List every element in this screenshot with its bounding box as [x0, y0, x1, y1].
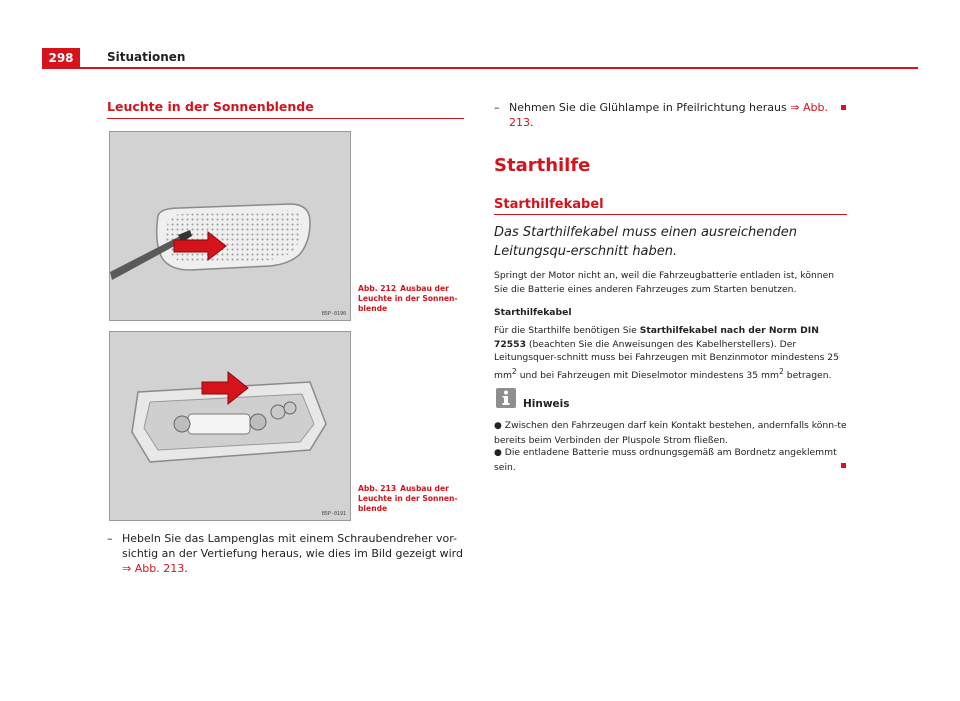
superscript: 2 [778, 366, 784, 376]
step-text: Hebeln Sie das Lampenglas mit einem Schraubendreher vor-sichtig an der Vertiefung heraus, wie dies im Bild gezeigt wird [122, 532, 463, 560]
step-end: . [184, 562, 188, 575]
figure-213-sunvisor-light [109, 331, 351, 521]
step-dash: – [494, 101, 500, 114]
step-text-wrapper [122, 531, 467, 576]
figure-code: B5P-0191 [321, 511, 346, 517]
note-title: Hinweis [523, 398, 570, 410]
step-remove-lens [107, 531, 467, 581]
main-heading: Starthilfe [494, 155, 591, 176]
figure-212-caption [358, 284, 458, 314]
info-glyph-icon [496, 388, 516, 408]
para2-part-d: betragen. [786, 369, 832, 381]
figure-213-caption [358, 484, 458, 514]
header-rule [42, 67, 918, 69]
step-dash: – [107, 532, 113, 545]
superscript: 2 [511, 366, 517, 376]
paragraph-battery: Springt der Motor nicht an, weil die Fahrzeugbatterie entladen ist, können Sie die Batterie eines anderen Fahrzeuges zum Starten benutzen. [494, 270, 835, 295]
note-bullet [494, 419, 849, 447]
figure-213-link[interactable]: ⇒ Abb. 213 [509, 101, 828, 129]
left-heading-rule [107, 118, 464, 119]
section-end-mark [841, 463, 846, 468]
page-number: 298 [42, 48, 80, 68]
bullet-text: Zwischen den Fahrzeugen darf kein Kontakt bestehen, andernfalls könn-te bereits beim Verbinden der Pluspole Strom fließen. [494, 420, 847, 446]
para2-part-c: und bei Fahrzeugen mit Dieselmotor mindestens 35 mm [519, 369, 779, 381]
step-text-wrapper [509, 100, 854, 130]
paragraph-cable-spec [494, 324, 849, 382]
para2-part-b: (beachten Sie die Anweisungen des Kabelherstellers). Der Leitungsquer-schnitt muss bei Fahrzeugen mit Benzinmotor mindestens 25 mm [494, 338, 839, 381]
caption-number: Abb. 213 [358, 484, 397, 493]
paragraph-label: Starthilfekabel [494, 307, 572, 318]
caption-text: Ausbau der Leuchte in der Sonnen-blende [358, 484, 458, 513]
para2-bold: Starthilfekabel nach der Norm DIN 72553 [494, 325, 819, 350]
sub-heading: Starthilfekabel [494, 197, 604, 212]
sunvisor-light-illustration [110, 132, 350, 320]
step-text: Nehmen Sie die Glühlampe in Pfeilrichtung heraus [509, 101, 787, 114]
caption-number: Abb. 212 [358, 284, 397, 293]
section-title: Situationen [107, 50, 186, 64]
step-remove-bulb [494, 100, 854, 129]
intro-text: Das Starthilfekabel muss einen ausreichenden Leitungsqu-erschnitt haben. [494, 225, 798, 259]
figure-code: B5P-0190 [321, 311, 346, 317]
note-bullet [494, 446, 849, 474]
caption-text: Ausbau der Leuchte in der Sonnen-blende [358, 284, 458, 313]
sub-heading-rule [494, 214, 847, 215]
bullet-symbol: ● [494, 421, 502, 431]
figure-213-link[interactable]: ⇒ Abb. 213 [122, 562, 185, 575]
bulb-removal-illustration [110, 332, 350, 520]
para2-part-a: Für die Starthilfe benötigen Sie [494, 325, 637, 336]
left-heading: Leuchte in der Sonnenblende [107, 99, 314, 114]
info-note-icon [496, 388, 516, 408]
step-end: . [530, 116, 534, 129]
section-end-mark [841, 105, 846, 110]
bullet-text: Die entladene Batterie muss ordnungsgemäß am Bordnetz angeklemmt sein. [494, 447, 837, 473]
bullet-symbol: ● [494, 448, 502, 458]
figure-212-sunvisor-light [109, 131, 351, 321]
